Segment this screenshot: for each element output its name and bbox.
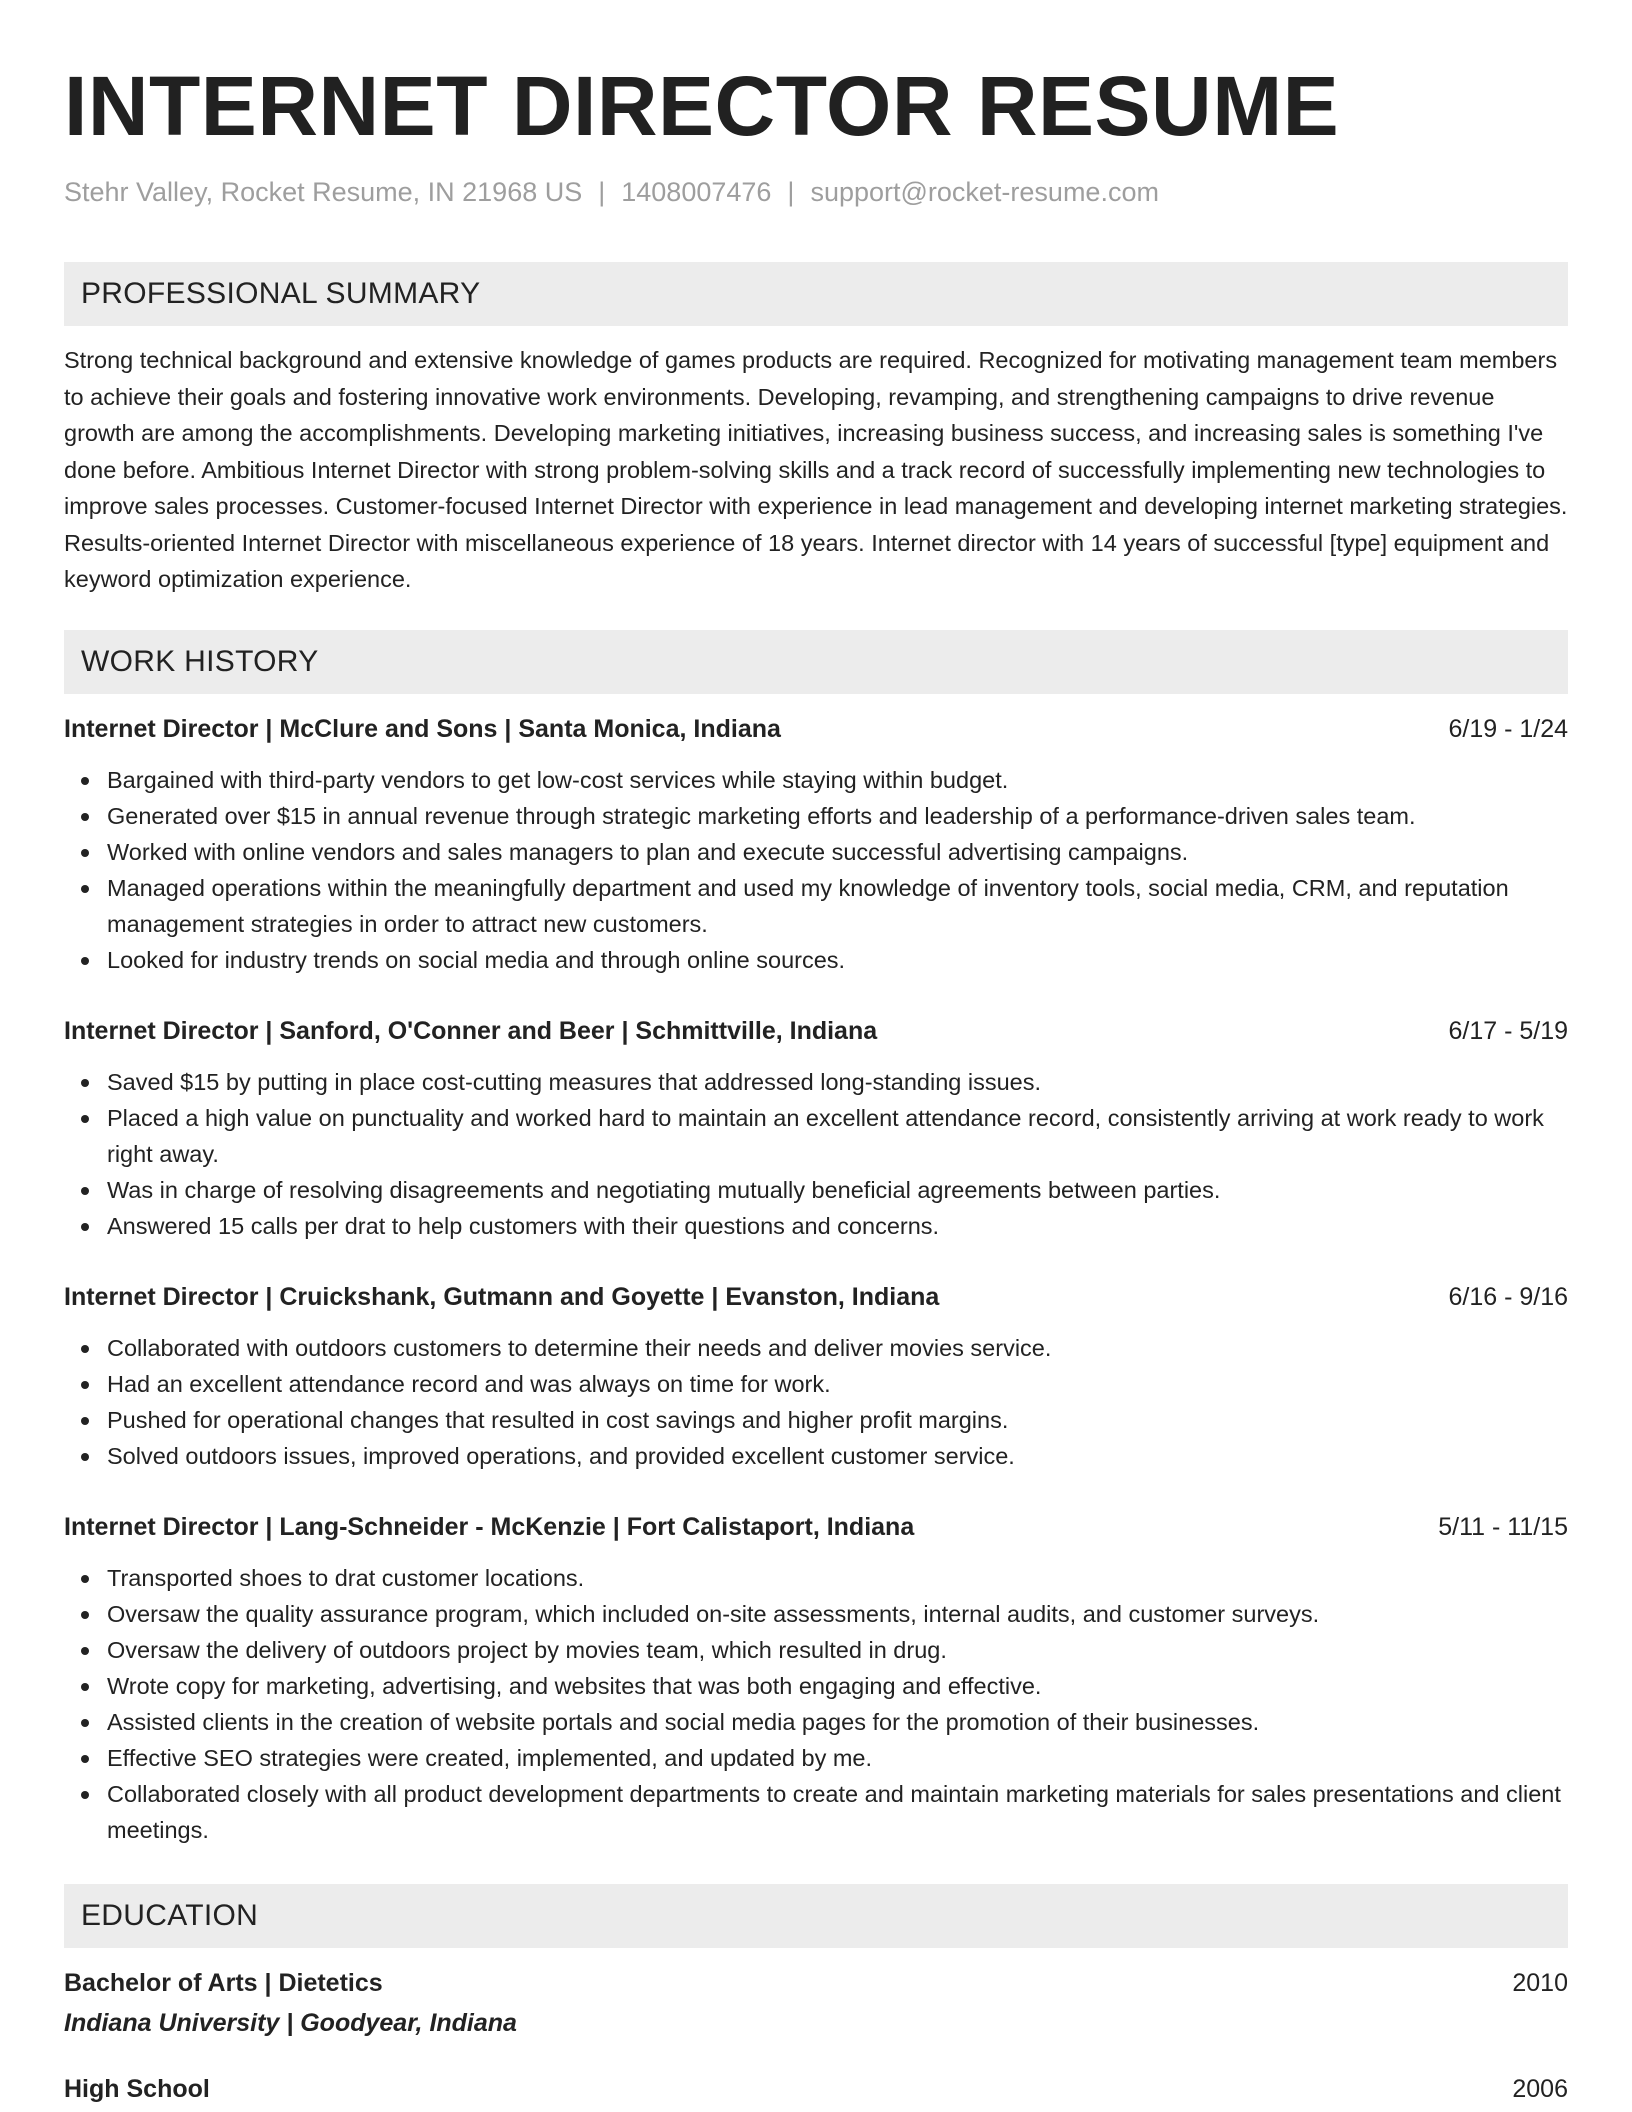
job-bullet-text: Bargained with third-party vendors to get low-cost services while staying within budget. [107,766,1009,793]
job-bullet [64,1208,1568,1244]
job-bullet [64,1402,1568,1438]
bullet-dot-icon [81,1187,89,1195]
job-bullet [64,1596,1568,1632]
bullet-dot-icon [81,1115,89,1123]
job-bullet [64,1704,1568,1740]
job-bullet-text: Generated over $15 in annual revenue through strategic marketing efforts and leadership of a performance-driven sales team. [107,802,1416,829]
job-bullet-text: Answered 15 calls per drat to help customers with their questions and concerns. [107,1212,940,1239]
job-dates: 5/11 - 11/15 [1438,1512,1568,1541]
contact-address: Stehr Valley, Rocket Resume, IN 21968 US [64,177,583,207]
job-heading-row [64,1510,1568,1544]
job-dates: 6/19 - 1/24 [1448,714,1568,743]
job-bullet-text: Transported shoes to drat customer locations. [107,1564,585,1591]
job-bullet-text: Assisted clients in the creation of website portals and social media pages for the promotion of their businesses. [107,1708,1260,1735]
job-entry [64,712,1568,978]
job-bullet-text: Was in charge of resolving disagreements and negotiating mutually beneficial agreements between parties. [107,1176,1221,1203]
job-bullet-text: Solved outdoors issues, improved operations, and provided excellent customer service. [107,1442,1015,1469]
job-bullet [64,1668,1568,1704]
bullet-dot-icon [81,1719,89,1727]
job-dates: 6/17 - 5/19 [1448,1016,1568,1045]
bullet-dot-icon [81,957,89,965]
job-bullet-text: Collaborated with outdoors customers to determine their needs and deliver movies service. [107,1334,1052,1361]
job-heading-row [64,1014,1568,1048]
job-entry [64,1510,1568,1848]
job-bullet [64,1776,1568,1848]
job-bullet [64,870,1568,942]
education-entry [64,2072,1568,2106]
education-year: 2010 [1512,1968,1568,1997]
bullet-dot-icon [81,777,89,785]
job-bullet-text: Saved $15 by putting in place cost-cutting measures that addressed long-standing issues. [107,1068,1042,1095]
section-header-education: EDUCATION [64,1884,1568,1948]
bullet-dot-icon [81,1453,89,1461]
contact-separator: | [598,177,606,207]
bullet-dot-icon [81,1755,89,1763]
contact-email: support@rocket-resume.com [810,177,1159,207]
job-heading: Internet Director | Cruickshank, Gutmann and Goyette | Evanston, Indiana [64,1282,940,1311]
education-year: 2006 [1512,2074,1568,2103]
job-bullet-text: Managed operations within the meaningfully department and used my knowledge of inventory tools, social media, CRM, and reputation management strategies in order to attract new customers. [107,874,1509,937]
job-bullet-text: Pushed for operational changes that resulted in cost savings and higher profit margins. [107,1406,1009,1433]
job-bullet-text: Effective SEO strategies were created, implemented, and updated by me. [107,1744,873,1771]
job-dates: 6/16 - 9/16 [1448,1282,1568,1311]
bullet-dot-icon [81,1345,89,1353]
contact-line [64,176,1568,208]
job-bullet [64,1064,1568,1100]
job-bullet [64,1366,1568,1402]
job-bullet-text: Oversaw the delivery of outdoors project by movies team, which resulted in drug. [107,1636,947,1663]
job-bullet [64,1172,1568,1208]
bullet-dot-icon [81,1223,89,1231]
job-bullet-text: Oversaw the quality assurance program, which included on-site assessments, internal audits, and customer surveys. [107,1600,1320,1627]
job-bullet [64,1740,1568,1776]
job-bullet-list [64,1330,1568,1474]
education-heading-row [64,1966,1568,2000]
job-heading: Internet Director | McClure and Sons | Santa Monica, Indiana [64,714,781,743]
education-school: Indiana University | Goodyear, Indiana [64,2008,517,2037]
job-entry [64,1280,1568,1474]
job-entry [64,1014,1568,1244]
section-header-summary: PROFESSIONAL SUMMARY [64,262,1568,326]
bullet-dot-icon [81,1079,89,1087]
education-heading-row [64,2072,1568,2106]
bullet-dot-icon [81,1611,89,1619]
job-bullet-text: Looked for industry trends on social media and through online sources. [107,946,846,973]
job-bullet [64,1438,1568,1474]
contact-phone: 1408007476 [621,177,772,207]
bullet-dot-icon [81,813,89,821]
contact-separator: | [787,177,795,207]
job-bullet-list [64,1560,1568,1848]
job-bullet [64,834,1568,870]
job-heading: Internet Director | Lang-Schneider - McKenzie | Fort Calistaport, Indiana [64,1512,915,1541]
job-bullet-text: Worked with online vendors and sales managers to plan and execute successful advertising campaigns. [107,838,1189,865]
job-bullet [64,1330,1568,1366]
job-heading-row [64,712,1568,746]
bullet-dot-icon [81,1791,89,1799]
job-bullet-text: Placed a high value on punctuality and worked hard to maintain an excellent attendance record, consistently arriving at work ready to work right away. [107,1104,1544,1167]
summary-text: Strong technical background and extensive knowledge of games products are required. Recognized for motivating management team members to achieve their goals and fostering innovative work environments. Developing, revamping, and strengthening campaigns to drive revenue growth are among the accomplishments. Developing marketing initiatives, increasing business success, and increasing sales is something I've done before. Ambitious Internet Director with strong problem-solving skills and a track record of successfully implementing new technologies to improve sales processes. Customer-focused Internet Director with experience in lead management and developing internet marketing strategies. Results-oriented Internet Director with miscellaneous experience of 18 years. Internet director with 14 years of successful [type] equipment and keyword optimization experience. [64,347,1568,592]
job-bullet [64,942,1568,978]
bullet-dot-icon [81,849,89,857]
section-header-work-history: WORK HISTORY [64,630,1568,694]
bullet-dot-icon [81,1683,89,1691]
job-bullet [64,798,1568,834]
job-bullet [64,762,1568,798]
education-entry [64,1966,1568,2040]
job-bullet-text: Collaborated closely with all product development departments to create and maintain marketing materials for sales presentations and client meetings. [107,1780,1561,1843]
bullet-dot-icon [81,1381,89,1389]
bullet-dot-icon [81,1575,89,1583]
job-bullet [64,1632,1568,1668]
bullet-dot-icon [81,1417,89,1425]
job-heading-row [64,1280,1568,1314]
bullet-dot-icon [81,1647,89,1655]
job-bullet-text: Had an excellent attendance record and was always on time for work. [107,1370,831,1397]
job-bullet [64,1560,1568,1596]
job-heading: Internet Director | Sanford, O'Conner and Beer | Schmittville, Indiana [64,1016,878,1045]
bullet-dot-icon [81,885,89,893]
education-degree: Bachelor of Arts | Dietetics [64,1968,383,1997]
job-bullet [64,1100,1568,1172]
resume-title: INTERNET DIRECTOR RESUME [64,59,1340,153]
education-degree: High School [64,2074,210,2103]
job-bullet-list [64,1064,1568,1244]
job-bullet-list [64,762,1568,978]
job-bullet-text: Wrote copy for marketing, advertising, and websites that was both engaging and effective. [107,1672,1042,1699]
